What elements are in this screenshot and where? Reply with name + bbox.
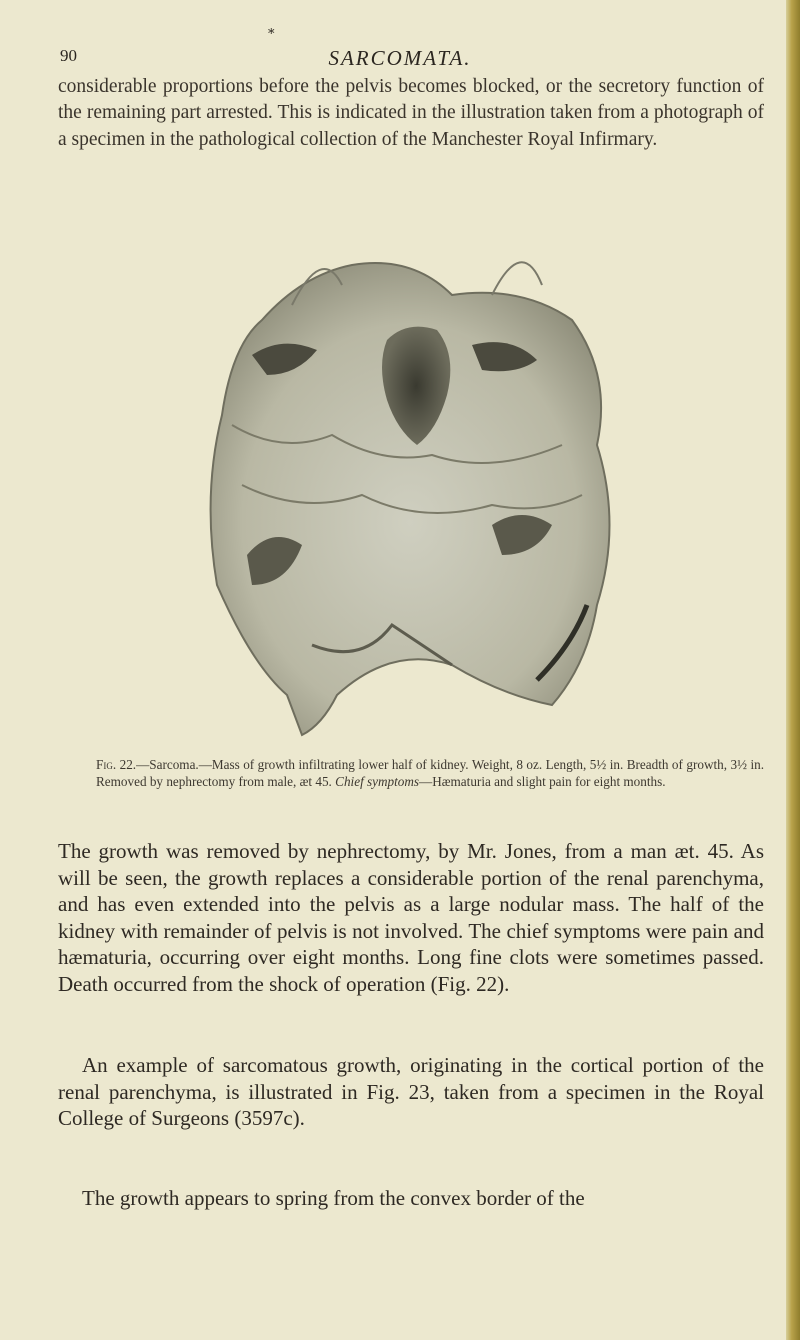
figure-symptoms-text: —Hæmaturia and slight pain for eight months. [419,773,666,789]
page-edge [786,0,800,1340]
paragraph-top: considerable proportions before the pelvis becomes blocked, or the secretory function of the remaining part arrested. This is indicated in the illustration taken from a photograph of a specimen in the pathological collection of the Manchester Royal Infirmary. [58,76,764,150]
paragraph-3: The growth appears to spring from the convex border of the [82,1186,585,1210]
figure-caption-text: —Sarcoma.—Mass of growth infiltrating lower half of kidney. Weight, 8 oz. Length, 5½ in. Breadth of growth, 3½ in. Removed by nephrectomy from male, æt 45. [96,757,765,789]
running-title: SARCOMATA. [328,46,472,70]
figure-symptoms-label: Chief symptoms [335,773,420,789]
page-number: 90 [60,46,77,65]
paragraph-1: The growth was removed by nephrectomy, by Mr. Jones, from a man æt. 45. As will be seen, the growth replaces a considerable portion of the renal parenchyma, and has even extended into the pelvis as a large nodular mass. The half of the kidney with remainder of pelvis is not involved. The chief symptoms were pain and hæmaturia, occurring over eight months. Long fine clots were sometimes passed. Death occurred from the shock of operation (Fig. 22). [58,839,764,996]
specimen-photograph [192,225,622,755]
figure-label: Fig. 22. [96,757,137,772]
paragraph-2: An example of sarcomatous growth, originating in the cortical portion of the renal parenchyma, is illustrated in Fig. 23, taken from a specimen in the Royal College of Surgeons (3597c). [58,1053,764,1131]
printer-mark: * [268,27,275,42]
figure-caption [96,757,764,791]
